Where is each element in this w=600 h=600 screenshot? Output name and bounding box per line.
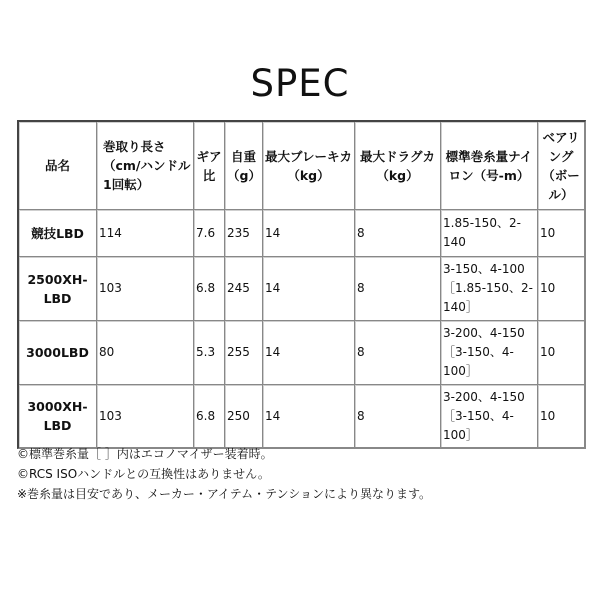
header-winding-length: 巻取り長さ（cm/ハンドル1回転） [97,122,194,210]
gear-ratio-cell: 6.8 [194,257,225,321]
winding-length-cell: 80 [97,321,194,385]
product-name-cell: 3000LBD [19,321,97,385]
bearing-cell: 10 [538,257,585,321]
max-brake-cell: 14 [263,321,355,385]
winding-length-cell: 114 [97,210,194,257]
spec-table [17,120,586,449]
weight-cell: 250 [225,385,263,448]
table-header-row [19,122,585,210]
note-line: ©RCS ISOハンドルとの互換性はありません。 [17,467,270,481]
note-line: ©標準巻糸量［ ］内はエコノマイザー装着時。 [17,447,273,461]
line-capacity-cell: 3-200、4-150［3-150、4-100］ [441,321,538,385]
weight-cell: 255 [225,321,263,385]
table-row [19,257,585,321]
line-capacity-cell: 3-150、4-100［1.85-150、2-140］ [441,257,538,321]
max-brake-cell: 14 [263,210,355,257]
header-line-capacity: 標準巻糸量ナイロン（号-m） [441,122,538,210]
max-brake-cell: 14 [263,257,355,321]
bearing-cell: 10 [538,385,585,448]
product-name-cell: 3000XH-LBD [19,385,97,448]
line-capacity-cell: 3-200、4-150［3-150、4-100］ [441,385,538,448]
product-name-cell: 競技LBD [19,210,97,257]
bearing-cell: 10 [538,210,585,257]
notes-block [17,444,431,504]
winding-length-cell: 103 [97,257,194,321]
table-row [19,210,585,257]
line-capacity-cell: 1.85-150、2-140 [441,210,538,257]
max-drag-cell: 8 [355,257,441,321]
page-title: SPEC [250,62,350,105]
table-row [19,321,585,385]
gear-ratio-cell: 7.6 [194,210,225,257]
table-row [19,385,585,448]
max-drag-cell: 8 [355,321,441,385]
product-name-cell: 2500XH-LBD [19,257,97,321]
header-product-name: 品名 [19,122,97,210]
header-max-drag: 最大ドラグカ（kg） [355,122,441,210]
bearing-cell: 10 [538,321,585,385]
note-line: ※巻糸量は目安であり、メーカー・アイテム・テンションにより異なります。 [17,487,432,501]
gear-ratio-cell: 6.8 [194,385,225,448]
gear-ratio-cell: 5.3 [194,321,225,385]
max-drag-cell: 8 [355,210,441,257]
header-weight: 自重（g） [225,122,263,210]
weight-cell: 235 [225,210,263,257]
max-brake-cell: 14 [263,385,355,448]
header-max-brake: 最大ブレーキカ（kg） [263,122,355,210]
header-bearing: ベアリング（ボール） [538,122,585,210]
winding-length-cell: 103 [97,385,194,448]
max-drag-cell: 8 [355,385,441,448]
weight-cell: 245 [225,257,263,321]
header-gear-ratio: ギア比 [194,122,225,210]
